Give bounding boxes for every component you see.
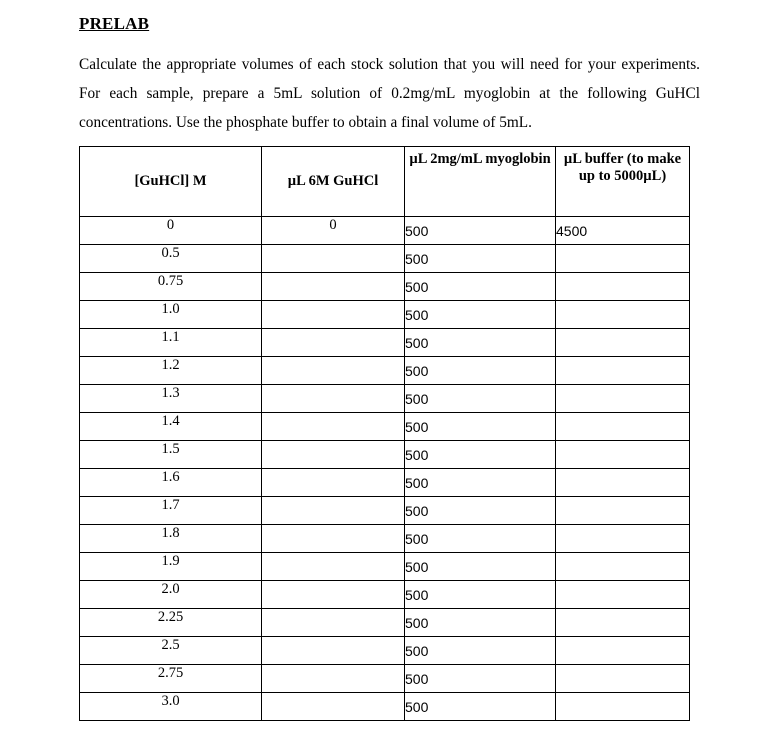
cell-guhcl-concentration: 1.1: [80, 329, 262, 357]
cell-6m-guhcl-volume: [262, 413, 405, 441]
cell-buffer-volume: 4500: [556, 217, 690, 245]
cell-buffer-volume: [556, 469, 690, 497]
page-title: PRELAB: [79, 14, 150, 33]
cell-6m-guhcl-volume: [262, 553, 405, 581]
cell-guhcl-concentration: 1.2: [80, 357, 262, 385]
table-row: [80, 441, 690, 469]
instructions-paragraph: Calculate the appropriate volumes of each stock solution that you will need for your experiments. For each sample, prepare a 5mL solution of 0.2mg/mL myoglobin at the following GuHCl concentrations. Use the phosphate buffer to obtain a final volume of 5mL.: [79, 56, 700, 131]
table-header-row: [80, 147, 690, 217]
cell-6m-guhcl-volume: [262, 245, 405, 273]
table-row: [80, 385, 690, 413]
cell-myoglobin-volume: 500: [405, 329, 556, 357]
table-row: [80, 469, 690, 497]
cell-6m-guhcl-volume: [262, 301, 405, 329]
cell-myoglobin-volume: 500: [405, 273, 556, 301]
cell-myoglobin-volume: 500: [405, 693, 556, 721]
header-myoglobin-volume: µL 2mg/mL myoglobin: [405, 147, 556, 217]
cell-6m-guhcl-volume: [262, 525, 405, 553]
table-row: [80, 413, 690, 441]
cell-buffer-volume: [556, 609, 690, 637]
cell-buffer-volume: [556, 497, 690, 525]
table-row: [80, 581, 690, 609]
cell-myoglobin-volume: 500: [405, 525, 556, 553]
cell-myoglobin-volume: 500: [405, 497, 556, 525]
cell-myoglobin-volume: 500: [405, 553, 556, 581]
cell-myoglobin-volume: 500: [405, 609, 556, 637]
table-body: [80, 217, 690, 721]
cell-guhcl-concentration: 1.0: [80, 301, 262, 329]
cell-guhcl-concentration: 1.4: [80, 413, 262, 441]
table-row: [80, 497, 690, 525]
cell-myoglobin-volume: 500: [405, 301, 556, 329]
header-buffer-volume: µL buffer (to make up to 5000µL): [556, 147, 690, 217]
table-row: [80, 609, 690, 637]
cell-buffer-volume: [556, 245, 690, 273]
header-6m-guhcl-volume: µL 6M GuHCl: [262, 147, 405, 217]
cell-guhcl-concentration: 3.0: [80, 693, 262, 721]
table-row: [80, 357, 690, 385]
table-row: [80, 329, 690, 357]
cell-buffer-volume: [556, 385, 690, 413]
cell-6m-guhcl-volume: [262, 329, 405, 357]
cell-guhcl-concentration: 2.25: [80, 609, 262, 637]
cell-buffer-volume: [556, 357, 690, 385]
table-row: [80, 693, 690, 721]
cell-guhcl-concentration: 2.75: [80, 665, 262, 693]
table-row: [80, 637, 690, 665]
cell-myoglobin-volume: 500: [405, 637, 556, 665]
cell-guhcl-concentration: 0.75: [80, 273, 262, 301]
cell-myoglobin-volume: 500: [405, 357, 556, 385]
cell-6m-guhcl-volume: [262, 609, 405, 637]
cell-guhcl-concentration: 0: [80, 217, 262, 245]
cell-myoglobin-volume: 500: [405, 385, 556, 413]
cell-guhcl-concentration: 1.7: [80, 497, 262, 525]
cell-myoglobin-volume: 500: [405, 441, 556, 469]
table-row: [80, 245, 690, 273]
header-guhcl-concentration: [GuHCl] M: [80, 147, 262, 217]
table-row: [80, 273, 690, 301]
cell-myoglobin-volume: 500: [405, 581, 556, 609]
cell-guhcl-concentration: 2.0: [80, 581, 262, 609]
cell-buffer-volume: [556, 329, 690, 357]
table-row: [80, 217, 690, 245]
cell-myoglobin-volume: 500: [405, 665, 556, 693]
cell-guhcl-concentration: 1.8: [80, 525, 262, 553]
cell-guhcl-concentration: 0.5: [80, 245, 262, 273]
cell-guhcl-concentration: 1.5: [80, 441, 262, 469]
cell-6m-guhcl-volume: [262, 273, 405, 301]
cell-guhcl-concentration: 1.9: [80, 553, 262, 581]
cell-6m-guhcl-volume: [262, 497, 405, 525]
cell-buffer-volume: [556, 441, 690, 469]
cell-myoglobin-volume: 500: [405, 217, 556, 245]
cell-6m-guhcl-volume: [262, 441, 405, 469]
cell-6m-guhcl-volume: [262, 469, 405, 497]
cell-buffer-volume: [556, 665, 690, 693]
table-row: [80, 553, 690, 581]
cell-6m-guhcl-volume: [262, 637, 405, 665]
table-row: [80, 525, 690, 553]
table-row: [80, 665, 690, 693]
cell-guhcl-concentration: 1.3: [80, 385, 262, 413]
cell-buffer-volume: [556, 413, 690, 441]
cell-6m-guhcl-volume: [262, 665, 405, 693]
cell-buffer-volume: [556, 693, 690, 721]
cell-6m-guhcl-volume: [262, 385, 405, 413]
cell-buffer-volume: [556, 553, 690, 581]
cell-6m-guhcl-volume: 0: [262, 217, 405, 245]
cell-6m-guhcl-volume: [262, 357, 405, 385]
cell-guhcl-concentration: 1.6: [80, 469, 262, 497]
cell-buffer-volume: [556, 581, 690, 609]
table-row: [80, 301, 690, 329]
cell-6m-guhcl-volume: [262, 581, 405, 609]
cell-guhcl-concentration: 2.5: [80, 637, 262, 665]
cell-buffer-volume: [556, 301, 690, 329]
cell-buffer-volume: [556, 273, 690, 301]
cell-buffer-volume: [556, 525, 690, 553]
cell-myoglobin-volume: 500: [405, 413, 556, 441]
cell-6m-guhcl-volume: [262, 693, 405, 721]
cell-buffer-volume: [556, 637, 690, 665]
volumes-table: [79, 146, 690, 721]
cell-myoglobin-volume: 500: [405, 245, 556, 273]
cell-myoglobin-volume: 500: [405, 469, 556, 497]
